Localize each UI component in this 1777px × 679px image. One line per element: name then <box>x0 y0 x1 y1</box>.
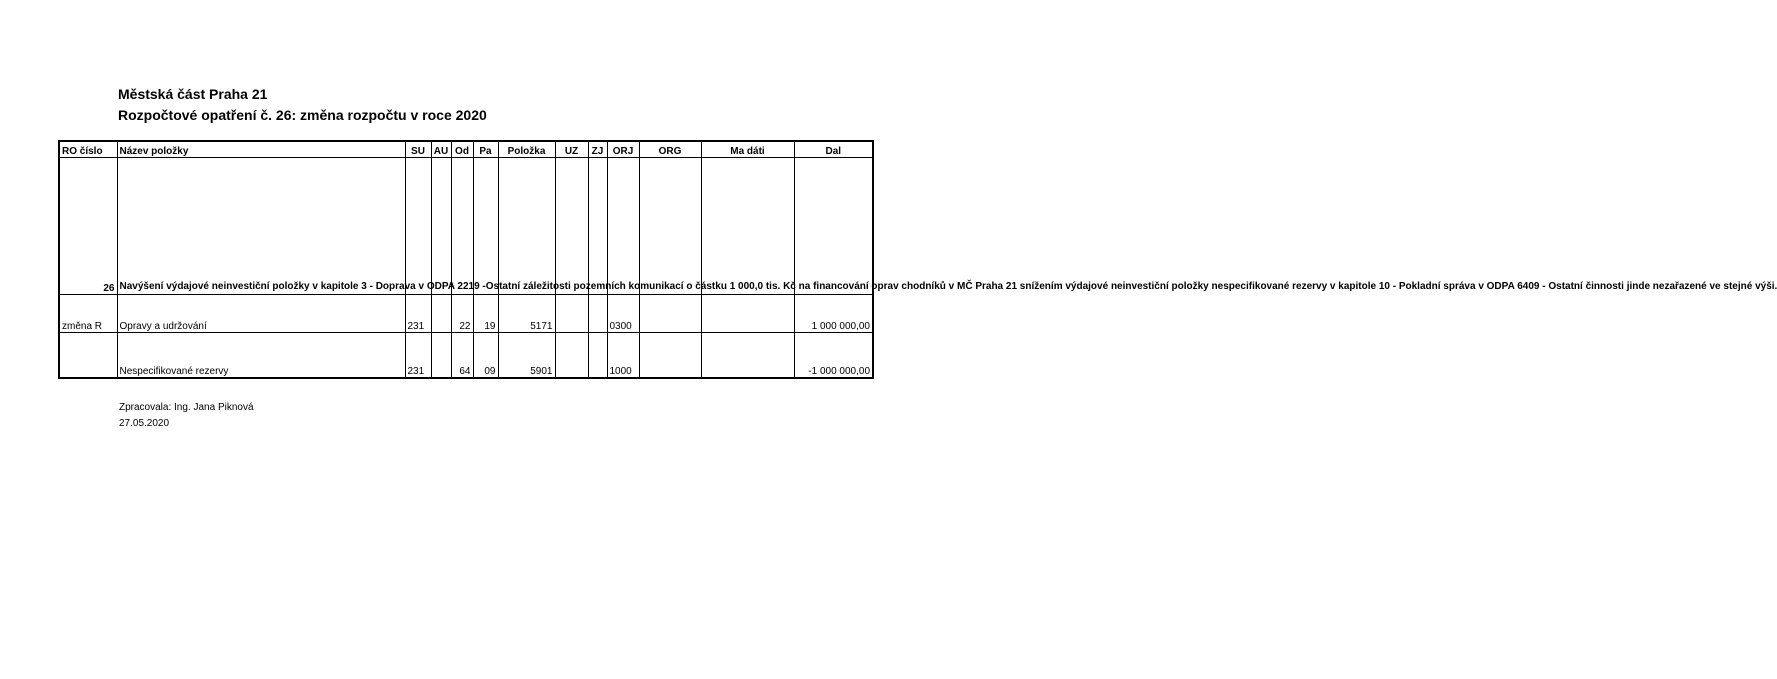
cell-ro: změna R <box>59 295 117 333</box>
col-org: ORG <box>639 141 701 158</box>
cell-org <box>639 295 701 333</box>
col-zj: ZJ <box>588 141 607 158</box>
cell-uz <box>555 295 588 333</box>
col-au: AU <box>431 141 451 158</box>
col-pa: Pa <box>473 141 498 158</box>
cell-polozka: 5901 <box>498 333 555 379</box>
col-dal: Dal <box>794 141 873 158</box>
measure-description: Navýšení výdajové neinvestiční položky v kapitole 3 - Doprava v ODPA 2219 -Ostatní záležitosti pozemních komunikací o částku 1 000,0 tis. Kč na financování oprav chodníků v MČ Praha 21 snížením výdajové neinvestiční položky nespecifikované rezervy v kapitole 10 - Pokladní správa v ODPA 6409 - Ostatní činnosti jinde nezařazené ve stejné výši. <box>117 158 405 295</box>
cell-org <box>639 333 701 379</box>
cell-ro <box>59 333 117 379</box>
cell-ma-dati <box>701 333 794 379</box>
cell-su: 231 <box>405 295 431 333</box>
cell-au <box>431 295 451 333</box>
cell-zj <box>588 333 607 379</box>
cell-name: Opravy a udržování <box>117 295 405 333</box>
col-su: SU <box>405 141 431 158</box>
cell-orj: 0300 <box>607 295 639 333</box>
budget-table <box>58 140 1777 379</box>
cell-pa: 09 <box>473 333 498 379</box>
description-row <box>59 158 873 295</box>
table-row <box>59 295 873 333</box>
footer <box>119 400 254 432</box>
table-row <box>59 333 873 379</box>
cell-ma-dati <box>701 295 794 333</box>
cell-su: 231 <box>405 333 431 379</box>
cell-od: 22 <box>451 295 473 333</box>
col-od: Od <box>451 141 473 158</box>
cell-name: Nespecifikované rezervy <box>117 333 405 379</box>
cell-od: 64 <box>451 333 473 379</box>
cell-pa: 19 <box>473 295 498 333</box>
cell-dal: -1 000 000,00 <box>794 333 873 379</box>
col-ma-dati: Ma dáti <box>701 141 794 158</box>
budget-measure-title: Rozpočtové opatření č. 26: změna rozpočtu v roce 2020 <box>118 107 487 123</box>
cell-au <box>431 333 451 379</box>
municipality-title: Městská část Praha 21 <box>118 86 268 102</box>
ro-number: 26 <box>59 158 117 295</box>
cell-zj <box>588 295 607 333</box>
cell-polozka: 5171 <box>498 295 555 333</box>
cell-uz <box>555 333 588 379</box>
prepared-by: Zpracovala: Ing. Jana Piknová <box>119 402 254 413</box>
col-orj: ORJ <box>607 141 639 158</box>
col-ro-cislo: RO číslo <box>59 141 117 158</box>
document-date: 27.05.2020 <box>119 418 170 429</box>
cell-dal: 1 000 000,00 <box>794 295 873 333</box>
cell-orj: 1000 <box>607 333 639 379</box>
col-polozka: Položka <box>498 141 555 158</box>
col-uz: UZ <box>555 141 588 158</box>
col-nazev-polozky: Název položky <box>117 141 405 158</box>
document-title <box>118 84 487 126</box>
table-header-row <box>59 141 873 158</box>
